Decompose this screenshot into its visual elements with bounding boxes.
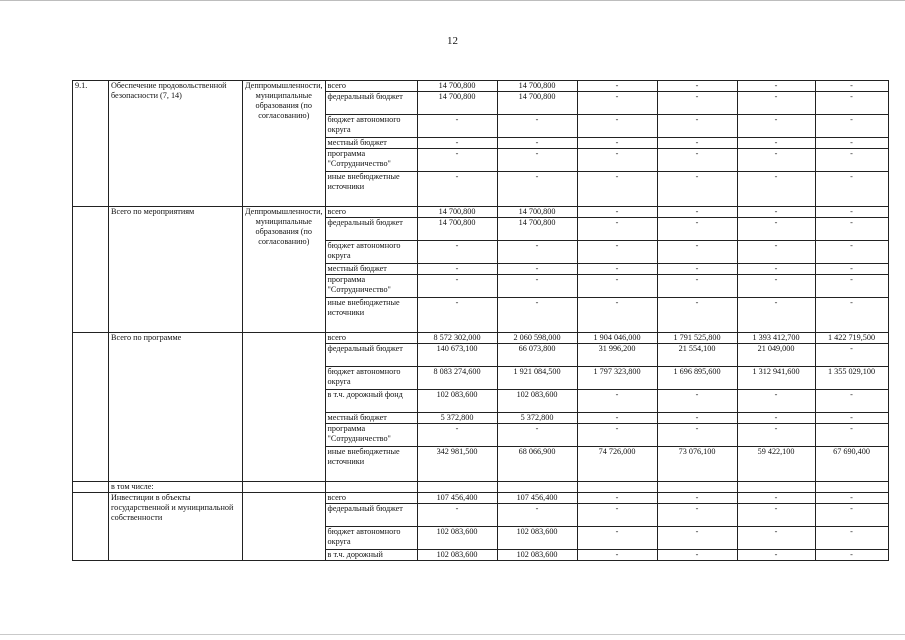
value-cell: [815, 482, 888, 493]
value-cell: 5 372,800: [417, 413, 497, 424]
value-cell: -: [737, 424, 815, 447]
value-cell: -: [815, 218, 888, 241]
value-cell: 14 700,800: [497, 207, 577, 218]
value-cell: -: [577, 138, 657, 149]
value-cell: 1 312 941,600: [737, 367, 815, 390]
value-cell: 14 700,800: [417, 81, 497, 92]
value-cell: 14 700,800: [497, 92, 577, 115]
value-cell: -: [657, 81, 737, 92]
value-cell: -: [417, 115, 497, 138]
value-cell: -: [577, 298, 657, 333]
value-cell: 8 572 302,000: [417, 333, 497, 344]
value-cell: -: [497, 115, 577, 138]
value-cell: -: [497, 275, 577, 298]
value-cell: -: [815, 344, 888, 367]
value-cell: -: [417, 138, 497, 149]
value-cell: -: [417, 504, 497, 527]
value-cell: -: [815, 149, 888, 172]
value-cell: -: [577, 218, 657, 241]
source-cell: федеральный бюджет: [325, 504, 417, 527]
value-cell: -: [657, 241, 737, 264]
value-cell: 14 700,800: [417, 92, 497, 115]
value-cell: -: [417, 264, 497, 275]
value-cell: -: [497, 172, 577, 207]
value-cell: 1 921 084,500: [497, 367, 577, 390]
value-cell: 1 791 525,800: [657, 333, 737, 344]
value-cell: -: [737, 241, 815, 264]
source-cell: иные внебюджетные источники: [325, 298, 417, 333]
table-row: [73, 81, 889, 92]
value-cell: 102 083,600: [417, 550, 497, 561]
value-cell: -: [737, 149, 815, 172]
value-cell: 14 700,800: [417, 218, 497, 241]
value-cell: 21 554,100: [657, 344, 737, 367]
value-cell: 66 073,800: [497, 344, 577, 367]
source-cell: федеральный бюджет: [325, 92, 417, 115]
value-cell: -: [497, 424, 577, 447]
source-cell: местный бюджет: [325, 264, 417, 275]
item-name: в том числе:: [109, 482, 243, 493]
value-cell: -: [737, 493, 815, 504]
value-cell: -: [815, 550, 888, 561]
table-row: [73, 207, 889, 218]
source-cell: программа "Сотрудничество": [325, 149, 417, 172]
value-cell: -: [737, 172, 815, 207]
value-cell: 5 372,800: [497, 413, 577, 424]
value-cell: -: [577, 413, 657, 424]
value-cell: -: [657, 172, 737, 207]
value-cell: -: [497, 264, 577, 275]
value-cell: 342 981,500: [417, 447, 497, 482]
value-cell: -: [417, 275, 497, 298]
value-cell: [577, 482, 657, 493]
value-cell: 14 700,800: [417, 207, 497, 218]
value-cell: -: [577, 275, 657, 298]
value-cell: [497, 482, 577, 493]
value-cell: -: [815, 207, 888, 218]
value-cell: -: [737, 504, 815, 527]
item-name: Всего по мероприятиям: [109, 207, 243, 333]
value-cell: -: [657, 424, 737, 447]
value-cell: 73 076,100: [657, 447, 737, 482]
value-cell: -: [417, 424, 497, 447]
source-cell: всего: [325, 493, 417, 504]
source-cell: бюджет автономного округа: [325, 367, 417, 390]
value-cell: 1 797 323,800: [577, 367, 657, 390]
value-cell: -: [737, 115, 815, 138]
value-cell: -: [577, 550, 657, 561]
scan-noise-line: [0, 634, 905, 635]
page-number: 12: [447, 35, 458, 47]
value-cell: -: [737, 550, 815, 561]
item-number: [73, 207, 109, 333]
value-cell: -: [815, 424, 888, 447]
value-cell: -: [815, 413, 888, 424]
value-cell: -: [657, 390, 737, 413]
value-cell: -: [657, 92, 737, 115]
table-row: [73, 333, 889, 344]
value-cell: 102 083,600: [417, 390, 497, 413]
value-cell: -: [737, 527, 815, 550]
value-cell: 2 060 598,000: [497, 333, 577, 344]
value-cell: 1 904 046,000: [577, 333, 657, 344]
value-cell: 21 049,000: [737, 344, 815, 367]
value-cell: -: [815, 92, 888, 115]
value-cell: -: [417, 149, 497, 172]
source-cell: иные внебюджетные источники: [325, 172, 417, 207]
value-cell: 59 422,100: [737, 447, 815, 482]
value-cell: -: [815, 527, 888, 550]
item-number: [73, 493, 109, 561]
value-cell: -: [815, 81, 888, 92]
value-cell: [737, 482, 815, 493]
value-cell: -: [577, 149, 657, 172]
value-cell: 67 690,400: [815, 447, 888, 482]
source-cell: [325, 482, 417, 493]
value-cell: -: [657, 138, 737, 149]
value-cell: 68 066,900: [497, 447, 577, 482]
source-cell: бюджет автономного округа: [325, 241, 417, 264]
value-cell: -: [577, 115, 657, 138]
value-cell: -: [657, 527, 737, 550]
item-name: Обеспечение продовольственной безопасности (7, 14): [109, 81, 243, 207]
source-cell: всего: [325, 81, 417, 92]
value-cell: -: [417, 172, 497, 207]
value-cell: -: [737, 390, 815, 413]
value-cell: -: [737, 298, 815, 333]
value-cell: 107 456,400: [417, 493, 497, 504]
item-executor: [243, 482, 326, 493]
value-cell: -: [737, 218, 815, 241]
value-cell: -: [497, 504, 577, 527]
value-cell: [657, 482, 737, 493]
value-cell: -: [815, 493, 888, 504]
value-cell: -: [737, 207, 815, 218]
scan-top-edge: [0, 0, 905, 1]
source-cell: в т.ч. дорожный фонд: [325, 390, 417, 413]
value-cell: -: [417, 241, 497, 264]
value-cell: -: [815, 390, 888, 413]
value-cell: -: [657, 149, 737, 172]
value-cell: -: [737, 92, 815, 115]
value-cell: -: [577, 424, 657, 447]
value-cell: 8 083 274,600: [417, 367, 497, 390]
value-cell: -: [815, 172, 888, 207]
value-cell: -: [815, 264, 888, 275]
value-cell: -: [657, 218, 737, 241]
value-cell: -: [737, 275, 815, 298]
source-cell: в т.ч. дорожный: [325, 550, 417, 561]
value-cell: -: [815, 504, 888, 527]
item-number: [73, 333, 109, 482]
value-cell: -: [657, 298, 737, 333]
value-cell: -: [497, 298, 577, 333]
source-cell: федеральный бюджет: [325, 344, 417, 367]
value-cell: -: [737, 138, 815, 149]
value-cell: -: [497, 149, 577, 172]
table-row: [73, 493, 889, 504]
value-cell: -: [577, 241, 657, 264]
value-cell: -: [815, 275, 888, 298]
value-cell: -: [815, 298, 888, 333]
value-cell: -: [497, 138, 577, 149]
value-cell: [417, 482, 497, 493]
value-cell: -: [657, 115, 737, 138]
source-cell: бюджет автономного округа: [325, 115, 417, 138]
value-cell: 1 355 029,100: [815, 367, 888, 390]
value-cell: -: [577, 527, 657, 550]
value-cell: 102 083,600: [417, 527, 497, 550]
source-cell: местный бюджет: [325, 413, 417, 424]
value-cell: -: [657, 207, 737, 218]
value-cell: 1 393 412,700: [737, 333, 815, 344]
value-cell: 74 726,000: [577, 447, 657, 482]
value-cell: -: [577, 504, 657, 527]
value-cell: 31 996,200: [577, 344, 657, 367]
source-cell: бюджет автономного округа: [325, 527, 417, 550]
value-cell: -: [577, 207, 657, 218]
value-cell: -: [657, 493, 737, 504]
value-cell: -: [577, 493, 657, 504]
budget-table: [72, 80, 889, 561]
item-executor: Деппромышленности, муниципальные образования (по согласованию): [243, 81, 326, 207]
value-cell: 140 673,100: [417, 344, 497, 367]
value-cell: -: [577, 172, 657, 207]
value-cell: -: [815, 115, 888, 138]
table-row: [73, 482, 889, 493]
item-executor: [243, 493, 326, 561]
value-cell: -: [577, 92, 657, 115]
source-cell: всего: [325, 207, 417, 218]
item-number: 9.1.: [73, 81, 109, 207]
value-cell: 1 422 719,500: [815, 333, 888, 344]
value-cell: -: [737, 264, 815, 275]
value-cell: -: [417, 298, 497, 333]
item-name: Всего по программе: [109, 333, 243, 482]
value-cell: 102 083,600: [497, 390, 577, 413]
item-executor: [243, 333, 326, 482]
source-cell: иные внебюджетные источники: [325, 447, 417, 482]
value-cell: -: [657, 550, 737, 561]
value-cell: -: [577, 390, 657, 413]
value-cell: 107 456,400: [497, 493, 577, 504]
source-cell: федеральный бюджет: [325, 218, 417, 241]
value-cell: 102 083,600: [497, 527, 577, 550]
source-cell: программа "Сотрудничество": [325, 275, 417, 298]
value-cell: -: [815, 241, 888, 264]
value-cell: -: [737, 81, 815, 92]
value-cell: -: [657, 275, 737, 298]
value-cell: -: [657, 504, 737, 527]
item-number: [73, 482, 109, 493]
value-cell: -: [657, 413, 737, 424]
source-cell: программа "Сотрудничество": [325, 424, 417, 447]
value-cell: -: [815, 138, 888, 149]
value-cell: -: [497, 241, 577, 264]
value-cell: -: [657, 264, 737, 275]
value-cell: 14 700,800: [497, 218, 577, 241]
item-name: Инвестиции в объекты государственной и муниципальной собственности: [109, 493, 243, 561]
source-cell: местный бюджет: [325, 138, 417, 149]
value-cell: -: [737, 413, 815, 424]
value-cell: -: [577, 81, 657, 92]
value-cell: 102 083,600: [497, 550, 577, 561]
source-cell: всего: [325, 333, 417, 344]
value-cell: 14 700,800: [497, 81, 577, 92]
value-cell: -: [577, 264, 657, 275]
value-cell: 1 696 895,600: [657, 367, 737, 390]
item-executor: Деппромышленности, муниципальные образования (по согласованию): [243, 207, 326, 333]
